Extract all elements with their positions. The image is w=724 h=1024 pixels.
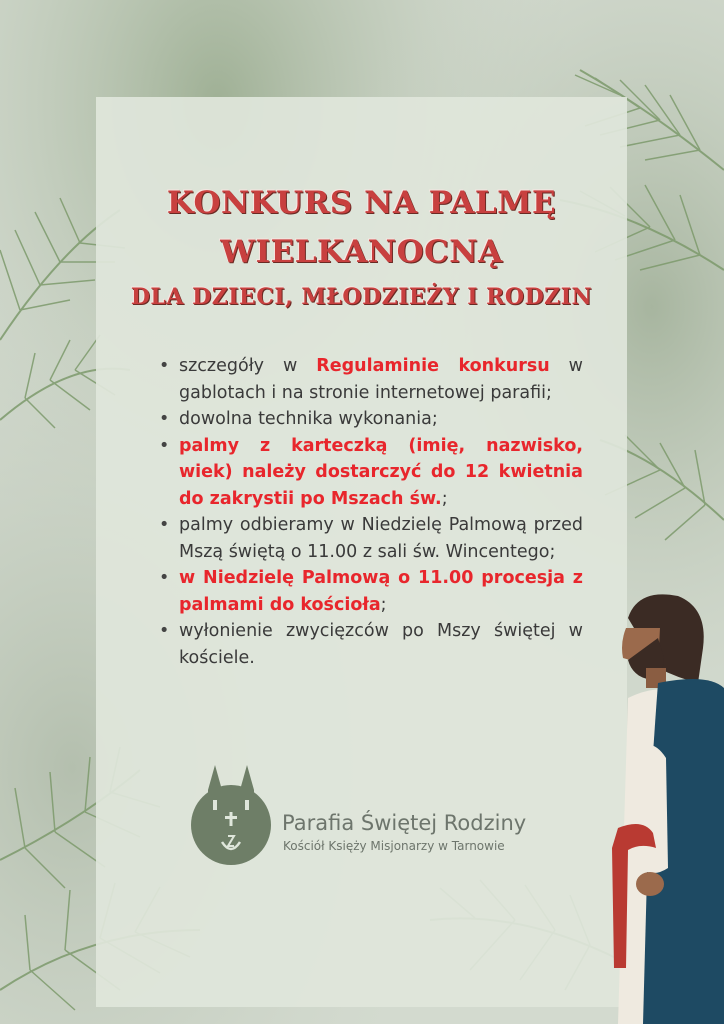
list-item-text: ; xyxy=(380,594,387,615)
list-item xyxy=(155,353,583,406)
list-item-highlight: Regulaminie konkursu xyxy=(316,356,550,376)
subtitle-line: DLA DZIECI, MŁODZIEŻY I RODZIN xyxy=(130,284,593,310)
list-item-text: palmy odbieramy w Niedzielę Palmową przed Mszą świętą o 11.00 z sali św. Wincentego; xyxy=(179,515,583,562)
list-item xyxy=(155,618,583,671)
list-item xyxy=(155,512,583,565)
rules-list xyxy=(155,353,583,671)
title-line-1: KONKURS NA PALMĘ xyxy=(166,185,557,221)
parish-subtitle: Kościół Księży Misjonarzy w Tarnowie xyxy=(283,839,505,853)
list-item-text: wyłonienie zwycięzców po Mszy świętej w kościele. xyxy=(179,621,583,668)
parish-name: Parafia Świętej Rodziny xyxy=(282,811,527,835)
list-item-text: dowolna technika wykonania; xyxy=(179,409,438,429)
jesus-figure-illustration xyxy=(598,588,724,1024)
title-line-2: WIELKANOCNĄ xyxy=(220,234,503,270)
list-item xyxy=(155,433,583,513)
list-item xyxy=(155,406,583,433)
list-item-text: ; xyxy=(441,488,448,509)
list-item-text: szczegóły w xyxy=(179,356,317,376)
list-item-highlight: w Niedzielę Palmową o 11.00 procesja z palmami do kościoła xyxy=(179,568,583,615)
list-item xyxy=(155,565,583,618)
list-item-text: w gablotach i na stronie internetowej parafii; xyxy=(179,356,583,403)
list-item-highlight: palmy z karteczką (imię, nazwisko, wiek) należy dostarczyć do 12 kwietnia do zakrystii po Mszach św. xyxy=(179,435,583,509)
church-logo-icon xyxy=(188,760,278,870)
